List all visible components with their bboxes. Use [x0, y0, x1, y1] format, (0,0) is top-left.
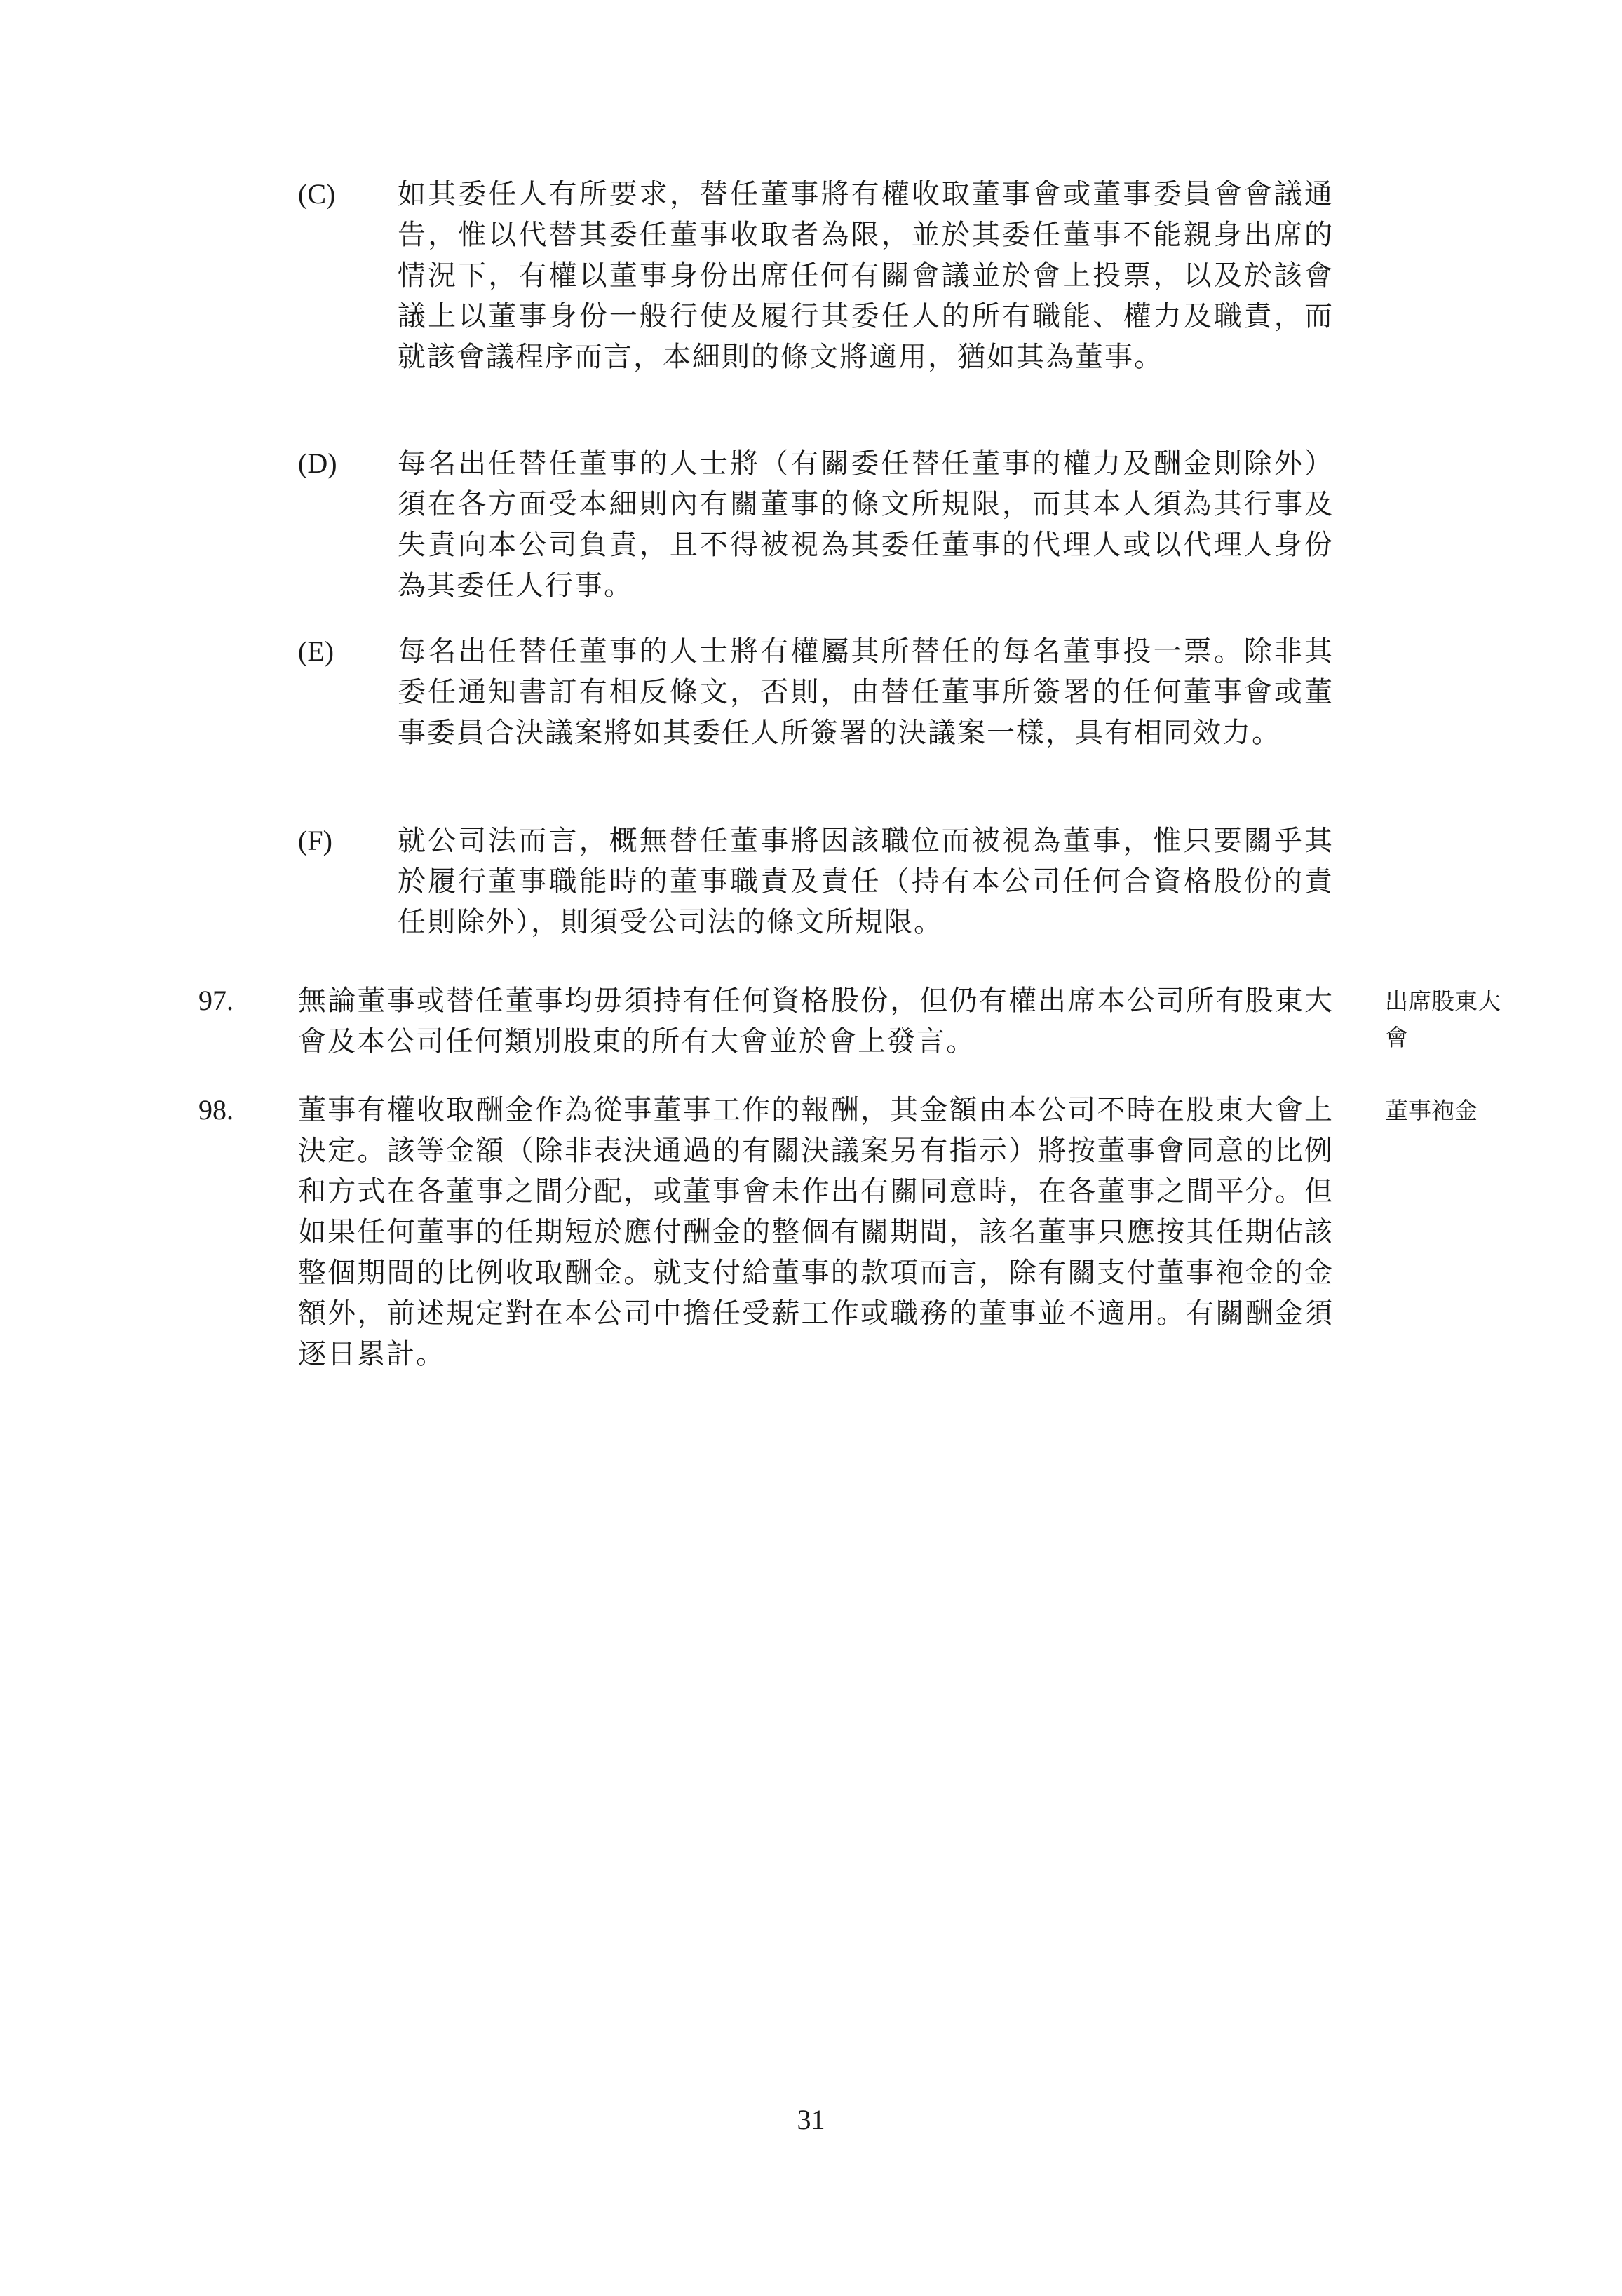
article-number: 97.: [198, 985, 234, 1016]
article-text: 董事有權收取酬金作為從事董事工作的報酬，其金額由本公司不時在股東大會上決定。該等金額（除非表決通過的有關決議案另有指示）將按董事會同意的比例和方式在各董事之間分配，或董事會未作出有關同意時，在各董事之間平分。但如果任何董事的任期短於應付酬金的整個有關期間，該名董事只應按其任期佔該整個期間的比例收取酬金。就支付給董事的款項而言，除有關支付董事袍金的金額外，前述規定對在本公司中擔任受薪工作或職務的董事並不適用。有關酬金須逐日累計。: [298, 1094, 1334, 1370]
sub-item-text: 每名出任替任董事的人士將（有關委任替任董事的權力及酬金則除外）須在各方面受本細則內有關董事的條文所規限，而其本人須為其行事及失責向本公司負責，且不得被視為其委任董事的代理人或以代理人身份為其委任人行事。: [398, 447, 1334, 602]
sub-item-text: 每名出任替任董事的人士將有權屬其所替任的每名董事投一票。除非其委任通知書訂有相反條文，否則，由替任董事所簽署的任何董事會或董事委員合決議案將如其委任人所簽署的決議案一樣，具有相同效力。: [398, 635, 1334, 749]
sub-item-label: (D): [298, 447, 337, 479]
page-number: 31: [797, 2104, 825, 2135]
margin-note: 董事袍金: [1385, 1097, 1478, 1124]
sub-item-text: 就公司法而言，概無替任董事將因該職位而被視為董事，惟只要關乎其於履行董事職能時的董事職責及責任（持有本公司任何合資格股份的責任則除外），則須受公司法的條文所規限。: [398, 825, 1334, 938]
article-text: 無論董事或替任董事均毋須持有任何資格股份，但仍有權出席本公司所有股東大會及本公司任何類別股東的所有大會並於會上發言。: [298, 985, 1334, 1058]
sub-item-label: (E): [298, 635, 334, 667]
sub-item-text: 如其委任人有所要求，替任董事將有權收取董事會或董事委員會會議通告，惟以代替其委任董事收取者為限，並於其委任董事不能親身出席的情況下，有權以董事身份出席任何有關會議並於會上投票，以及於該會議上以董事身份一般行使及履行其委任人的所有職能、權力及職責，而就該會議程序而言，本細則的條文將適用，猶如其為董事。: [398, 178, 1334, 373]
article-number: 98.: [198, 1094, 234, 1126]
margin-note: 出席股東大會: [1385, 987, 1501, 1051]
sub-item-label: (C): [298, 178, 336, 210]
sub-item-label: (F): [298, 825, 332, 856]
